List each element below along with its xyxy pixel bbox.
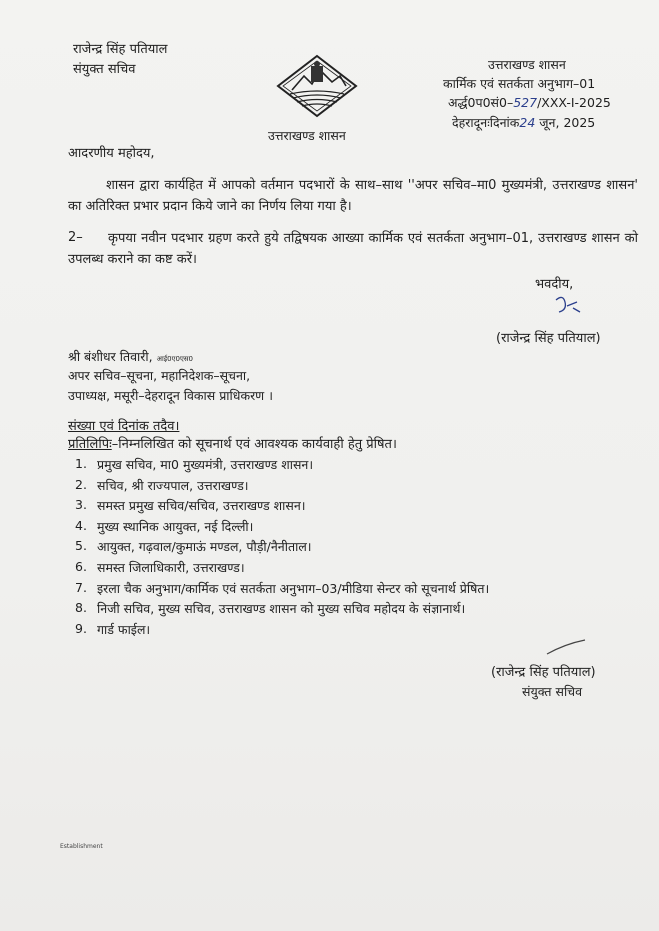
signature-1 xyxy=(553,292,583,320)
list-item: 3. समस्त प्रमुख सचिव/सचिव, उत्तराखण्ड शासन। xyxy=(75,497,306,514)
closing: भवदीय, xyxy=(535,277,574,292)
list-item: 5. आयुक्त, गढ़वाल/कुमाऊं मण्डल, पौड़ी/नैनीताल। xyxy=(75,538,312,555)
date-day-handwritten: 24 xyxy=(519,115,536,130)
signatory-1: (राजेन्द्र सिंह पतियाल) xyxy=(496,331,601,346)
list-item: 4. मुख्य स्थानिक आयुक्त, नई दिल्ली। xyxy=(75,517,254,534)
list-item: 1. प्रमुख सचिव, मा0 मुख्यमंत्री, उत्तराखण्ड शासन। xyxy=(75,456,314,472)
list-item: 9. गार्ड फाईल। xyxy=(75,620,151,637)
recipient-line-2: उपाध्यक्ष, मसूरी–देहरादून विकास प्राधिकरण । xyxy=(68,388,273,403)
sender-designation: संयुक्त सचिव xyxy=(73,62,136,77)
footer-tag: Establishment xyxy=(60,843,103,850)
signatory-2: (राजेन्द्र सिंह पतियाल) xyxy=(491,665,596,680)
recipient-name: श्री बंशीधर तिवारी, आई0ए0एस0 xyxy=(68,349,194,364)
uttarakhand-emblem-icon xyxy=(274,52,360,122)
list-item: 2. सचिव, श्री राज्यपाल, उत्तराखण्ड। xyxy=(75,476,249,493)
list-item: 7. इरला चैक अनुभाग/कार्मिक एवं सतर्कता अनुभाग–03/मीडिया सेन्टर को सूचनार्थ प्रेषित। xyxy=(75,579,490,596)
list-item: 8. निजी सचिव, मुख्य सचिव, उत्तराखण्ड शासन को मुख्य सचिव महोदय के संज्ञानार्थ। xyxy=(75,600,466,617)
paragraph-2-number: 2– xyxy=(68,230,83,245)
copy-intro: प्रतिलिपिः–निम्नलिखित को सूचनार्थ एवं आवश्यक कार्यवाही हेतु प्रेषित। xyxy=(68,437,397,452)
gov-name: उत्तराखण्ड शासन xyxy=(488,57,566,72)
ref-number-handwritten: 527 xyxy=(513,95,538,110)
copy-list xyxy=(75,456,489,641)
paragraph-2: कृपया नवीन पदभार ग्रहण करते हुये तद्विषयक आख्या कार्मिक एवं सतर्कता अनुभाग–01, उत्तराखण्ड शासन को उपलब्ध कराने का कष्ट करें। xyxy=(68,231,638,267)
paragraph-1: शासन द्वारा कार्यहित में आपको वर्तमान पदभारों के साथ–साथ ''अपर सचिव–मा0 मुख्यमंत्री, उत्तराखण्ड शासन' का अतिरिक्त प्रभार प्रदान किये जाने का निर्णय लिया गया है। xyxy=(68,178,638,214)
signatory-2-designation: संयुक्त सचिव xyxy=(522,684,583,699)
reference-number: अर्द्ध0प0सं0–527/XXX-I-2025 xyxy=(448,95,611,110)
emblem-caption: उत्तराखण्ड शासन xyxy=(268,128,346,143)
department: कार्मिक एवं सतर्कता अनुभाग–01 xyxy=(443,76,596,91)
salutation: आदरणीय महोदय, xyxy=(68,146,155,161)
signature-2 xyxy=(545,636,589,662)
recipient-line-1: अपर सचिव–सूचना, महानिदेशक–सूचना, xyxy=(68,368,251,383)
list-item: 6. समस्त जिलाधिकारी, उत्तराखण्ड। xyxy=(75,558,245,575)
copy-heading: संख्या एवं दिनांक तदैव। xyxy=(68,419,180,434)
letter-date: देहरादूनःदिनांक24 जून, 2025 xyxy=(452,115,596,130)
sender-name: राजेन्द्र सिंह पतियाल xyxy=(73,42,168,57)
